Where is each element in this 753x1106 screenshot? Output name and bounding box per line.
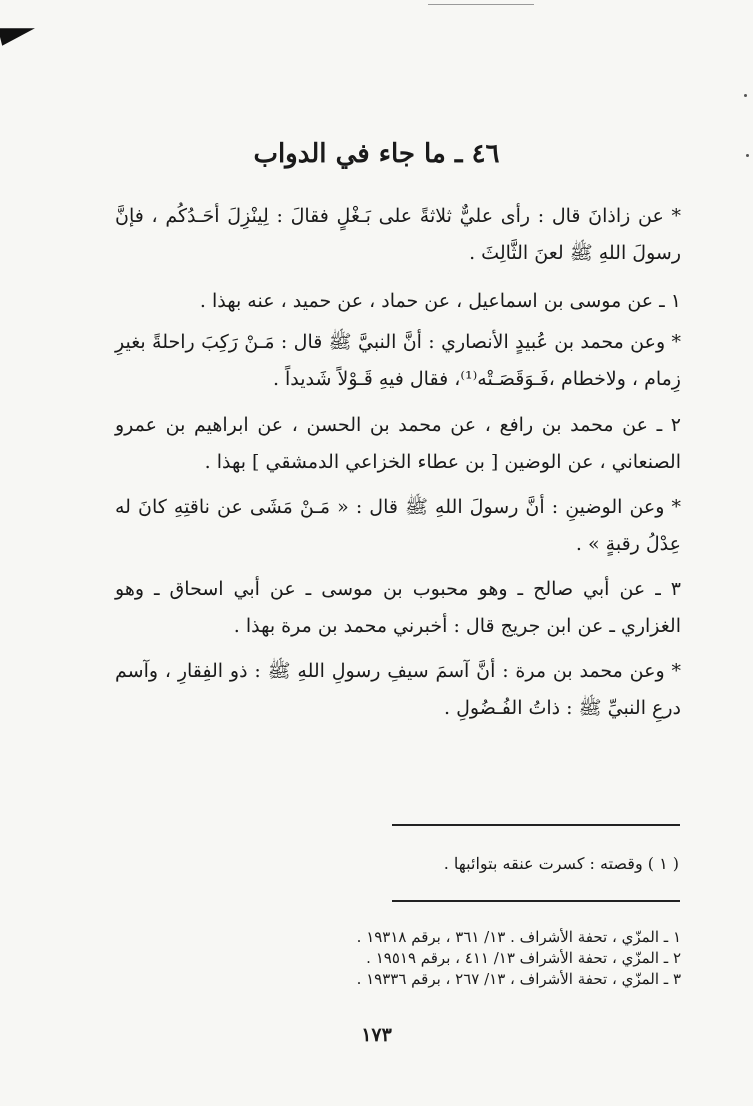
- footnote: ( ١ ) وقصته : كسرت عنقه بتوائبها .: [443, 854, 679, 873]
- corner-mark: [0, 20, 37, 46]
- top-edge-rule: [428, 4, 534, 5]
- references-separator: [392, 900, 680, 902]
- speck: [744, 94, 747, 97]
- reference-item: ٣ ـ المزّي ، تحفة الأشراف ، ١٣/ ٢٦٧ ، برقم ١٩٣٣٦ .: [356, 970, 681, 988]
- hadith-paragraph: * وعن محمد بن عُبيدٍ الأنصاري : أنَّ النبيَّ ﷺ قال : مَـنْ رَكِبَ راحلةً بغيرِ زِمام ، ولاخطام ،فَـوَقَصَـتْه⁽¹⁾، فقال فيهِ قَـوْلاً شَديداً .: [115, 331, 681, 390]
- chain-paragraph: ١ ـ عن موسى بن اسماعيل ، عن حماد ، عن حميد ، عنه بهذا .: [199, 290, 681, 312]
- reference-item: ١ ـ المزّي ، تحفة الأشراف . ١٣/ ٣٦١ ، برقم ١٩٣١٨ .: [356, 928, 681, 946]
- footnote-separator: [392, 824, 680, 826]
- references-list: [121, 927, 681, 990]
- hadith-paragraph: * عن زاذانَ قال : رأى عليٌّ ثلاثةً على بَـغْلٍ فقالَ : لِينْزِلَ أحَـدُكُم ، فإنَّ رسولَ اللهِ ﷺ لعنَ الثَّالِثَ .: [115, 205, 681, 264]
- reference-item: ٢ ـ المزّي ، تحفة الأشراف ١٣/ ٤١١ ، برقم ١٩٥١٩ .: [366, 949, 681, 967]
- chain-paragraph: ٣ ـ عن أبي صالح ـ وهو محبوب بن موسى ـ عن أبي اسحاق ـ وهو الغزاري ـ عن ابن جريج قال : أخبرني محمد بن مرة بهذا .: [115, 578, 681, 637]
- page-number: ١٧٣: [361, 1024, 392, 1046]
- chapter-heading: ٤٦ ـ ما جاء في الدواب: [253, 139, 500, 169]
- hadith-paragraph: * وعن محمد بن مرة : أنَّ آسمَ سيفِ رسولِ اللهِ ﷺ : ذو الفِقارِ ، وآسم درعِ النبيِّ ﷺ : ذاتُ الفُـضُولِ .: [115, 660, 681, 719]
- hadith-paragraph: * وعن الوضينِ : أنَّ رسولَ اللهِ ﷺ قال : « مَـنْ مَشَى عن ناقتِهِ كانَ له عِدْلُ رقبةٍ » .: [115, 496, 681, 555]
- chain-paragraph: ٢ ـ عن محمد بن رافع ، عن محمد بن الحسن ، عن ابراهيم بن عمرو الصنعاني ، عن الوضين [ بن عطاء الخزاعي الدمشقي ] بهذا .: [115, 414, 681, 473]
